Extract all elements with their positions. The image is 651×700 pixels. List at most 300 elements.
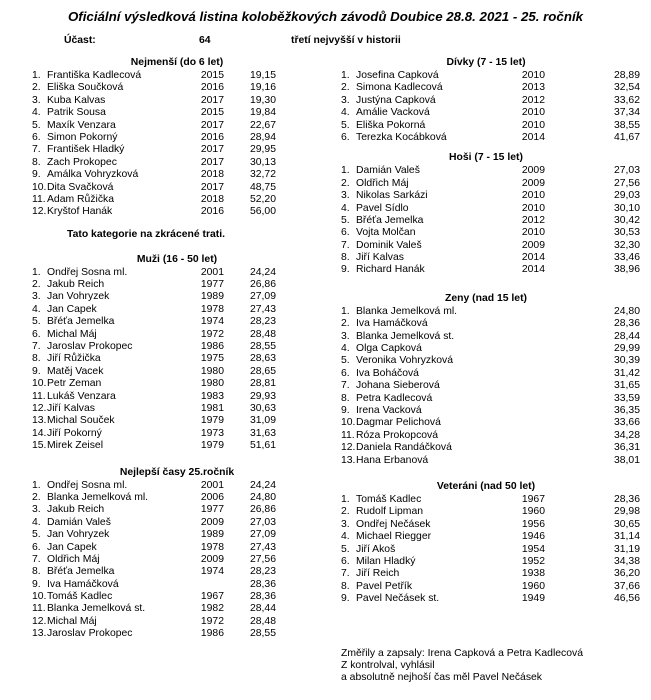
race-time: 28,36 <box>249 578 276 590</box>
competitor-name: Maxík Venzara <box>47 119 116 131</box>
left-column <box>32 55 322 641</box>
rank: 4. <box>32 303 41 315</box>
race-time: 30,42 <box>613 214 640 226</box>
race-time: 28,23 <box>249 316 276 328</box>
rank: 1. <box>341 493 350 505</box>
result-row <box>32 480 322 492</box>
birth-year: 2018 <box>200 169 224 181</box>
rank: 2. <box>32 82 41 94</box>
birth-year: 1974 <box>200 566 224 578</box>
race-time: 38,55 <box>613 119 640 131</box>
rank: 9. <box>341 264 350 276</box>
result-row <box>341 392 640 405</box>
race-time: 30,39 <box>613 355 640 367</box>
birth-year: 2015 <box>200 107 224 119</box>
race-time: 29,98 <box>613 506 640 518</box>
rank: 7. <box>341 380 350 392</box>
result-row <box>32 504 322 516</box>
section-right-2 <box>341 291 640 467</box>
race-time: 30,10 <box>613 202 640 214</box>
rank: 11. <box>32 603 46 615</box>
birth-year: 1979 <box>200 415 224 427</box>
rank: 13. <box>341 454 356 466</box>
birth-year: 1952 <box>521 555 545 567</box>
birth-year: 1978 <box>200 303 224 315</box>
result-row <box>341 165 640 177</box>
competitor-name: Františka Kadlecová <box>47 70 142 81</box>
competitor-name: Petr Zeman <box>47 378 102 390</box>
result-row <box>32 132 322 144</box>
rank: 2. <box>341 506 350 518</box>
footer-line: a absolutně nejhoší čas měl Pavel Nečásek <box>341 672 542 683</box>
result-row <box>32 591 322 603</box>
section-title: Hoši (7 - 15 let) <box>449 152 523 164</box>
result-row <box>32 182 322 194</box>
competitor-name: Jiří Růžička <box>47 353 101 365</box>
rank: 7. <box>341 239 350 251</box>
section-title: Zeny (nad 15 let) <box>445 292 527 304</box>
competitor-name: Veronika Vohryzková <box>356 355 454 367</box>
result-row <box>341 214 640 227</box>
birth-year: 2017 <box>200 144 224 156</box>
rank: 6. <box>341 227 350 239</box>
race-time: 32,30 <box>613 239 640 251</box>
birth-year: 2010 <box>521 119 545 131</box>
race-time: 51,61 <box>249 440 276 452</box>
result-row <box>32 341 322 353</box>
result-row <box>341 252 640 264</box>
race-time: 33,66 <box>613 417 640 429</box>
birth-year: 2010 <box>521 190 545 202</box>
right-column <box>341 55 640 605</box>
competitor-name: Dominik Valeš <box>356 239 422 251</box>
result-row <box>32 107 322 119</box>
rank: 2. <box>32 491 41 503</box>
result-row <box>32 554 322 566</box>
competitor-name: Richard Hanák <box>356 264 425 276</box>
result-row <box>32 403 322 415</box>
result-row <box>32 316 322 328</box>
result-row <box>341 177 640 190</box>
race-time: 19,15 <box>249 70 276 81</box>
birth-year: 1946 <box>521 531 545 543</box>
rank: 7. <box>32 341 41 353</box>
rank: 1. <box>341 165 350 177</box>
birth-year: 1980 <box>200 378 224 390</box>
competitor-name: Blanka Jemelková st. <box>356 330 455 342</box>
race-time: 29,93 <box>249 390 276 402</box>
result-row <box>341 580 640 593</box>
result-row <box>32 353 322 365</box>
birth-year: 1973 <box>200 427 224 439</box>
result-row <box>32 169 322 181</box>
race-time: 28,48 <box>249 615 276 627</box>
result-row <box>341 543 640 556</box>
rank: 8. <box>341 252 350 264</box>
footer-line: Změřily a zapsaly: Irena Capková a Petra Kadlecová <box>341 648 583 659</box>
result-row <box>32 82 322 94</box>
rank: 5. <box>341 214 350 226</box>
section-right-0 <box>341 55 640 144</box>
result-row <box>341 94 640 107</box>
race-time: 28,89 <box>613 70 640 81</box>
rank: 4. <box>32 516 41 528</box>
competitor-name: Patrik Sousa <box>47 107 106 119</box>
competitor-name: Róza Prokopcová <box>356 429 439 441</box>
result-row <box>32 616 322 628</box>
birth-year: 2018 <box>200 193 224 205</box>
birth-year: 2010 <box>521 107 545 119</box>
result-row <box>32 157 322 169</box>
rank: 1. <box>32 70 41 81</box>
race-time: 19,16 <box>249 82 276 94</box>
section-title: Muži (16 - 50 let) <box>136 253 218 265</box>
result-row <box>32 267 322 279</box>
result-row <box>32 542 322 554</box>
race-time: 33,62 <box>613 94 640 106</box>
race-time: 46,56 <box>613 593 640 605</box>
rank: 7. <box>32 144 41 156</box>
birth-year: 2017 <box>200 94 224 106</box>
rank: 12. <box>32 206 47 218</box>
competitor-name: Mirek Zeisel <box>47 440 104 452</box>
rank: 1. <box>341 305 350 317</box>
birth-year: 1949 <box>521 593 545 605</box>
rank: 10. <box>32 378 47 390</box>
race-time: 28,44 <box>249 603 276 615</box>
rank: 4. <box>341 343 350 355</box>
section-left-0 <box>32 55 322 242</box>
rank: 14. <box>32 427 47 439</box>
birth-year: 1974 <box>200 316 224 328</box>
result-row <box>32 304 322 316</box>
rank: 15. <box>32 440 47 452</box>
rank: 4. <box>341 202 350 214</box>
race-time: 56,00 <box>249 206 276 218</box>
result-row <box>32 566 322 578</box>
rank: 9. <box>32 365 41 377</box>
result-row <box>341 506 640 518</box>
competitor-name: Amálie Vacková <box>356 107 430 119</box>
result-row <box>341 264 640 276</box>
race-time: 34,38 <box>613 555 640 567</box>
competitor-name: Iva Hamáčková <box>356 318 428 330</box>
result-row <box>341 454 640 467</box>
rank: 6. <box>32 541 41 553</box>
birth-year: 2009 <box>200 553 224 565</box>
race-time: 28,55 <box>249 341 276 353</box>
competitor-name: Jiří Kalvas <box>356 252 404 264</box>
rank: 5. <box>32 119 41 131</box>
race-time: 28,36 <box>249 591 276 603</box>
competitor-name: Michal Souček <box>47 415 115 427</box>
birth-year: 1982 <box>200 603 224 615</box>
race-time: 33,59 <box>613 392 640 404</box>
competitor-name: Michael Riegger <box>356 531 432 543</box>
race-time: 22,67 <box>249 119 276 131</box>
competitor-name: Jaroslav Prokopec <box>47 341 133 353</box>
result-row <box>341 442 640 454</box>
result-row <box>341 518 640 531</box>
rank: 13. <box>32 628 47 640</box>
race-time: 27,56 <box>249 553 276 565</box>
competitor-name: Břéťa Jemelka <box>47 566 115 578</box>
result-row <box>32 291 322 303</box>
rank: 9. <box>341 593 350 605</box>
competitor-name: Simona Kadlecová <box>356 82 443 94</box>
rank: 12. <box>32 402 47 414</box>
birth-year: 2015 <box>200 70 224 81</box>
rank: 4. <box>341 107 350 119</box>
competitor-name: Jan Capek <box>47 541 97 553</box>
rank: 5. <box>32 316 41 328</box>
birth-year: 2014 <box>521 264 545 276</box>
result-row <box>341 239 640 252</box>
result-row <box>32 603 322 615</box>
result-row <box>341 417 640 429</box>
competitor-name: Olga Capková <box>356 343 422 355</box>
birth-year: 2014 <box>521 252 545 264</box>
rank: 5. <box>32 529 41 541</box>
race-time: 28,55 <box>249 628 276 640</box>
competitor-name: Matěj Vacek <box>47 365 104 377</box>
competitor-name: Iva Boháčová <box>356 367 419 379</box>
rank: 2. <box>341 177 350 189</box>
result-row <box>341 531 640 543</box>
competitor-name: Iva Hamáčková <box>47 578 119 590</box>
competitor-name: Ondřej Sosna ml. <box>47 479 128 491</box>
competitor-name: Ondřej Sosna ml. <box>47 266 128 278</box>
competitor-name: Břéťa Jemelka <box>356 214 424 226</box>
competitor-name: Blanka Jemelková ml. <box>356 305 458 317</box>
rank: 3. <box>32 291 41 303</box>
birth-year: 2017 <box>200 181 224 193</box>
race-time: 27,03 <box>613 165 640 177</box>
birth-year: 1956 <box>521 518 545 530</box>
competitor-name: Blanka Jemelková st. <box>47 603 146 615</box>
competitor-name: Michal Máj <box>47 615 97 627</box>
result-row <box>341 227 640 239</box>
result-row <box>341 343 640 355</box>
result-row <box>341 202 640 215</box>
race-time: 26,86 <box>249 279 276 291</box>
participants-label: Účast: <box>64 35 96 46</box>
rank: 8. <box>32 566 41 578</box>
rank: 10. <box>341 417 356 429</box>
competitor-name: Dita Svačková <box>47 181 114 193</box>
competitor-name: Blanka Jemelková ml. <box>47 491 149 503</box>
competitor-name: Jan Vohryzek <box>47 529 110 541</box>
birth-year: 2009 <box>521 177 545 189</box>
rank: 8. <box>32 353 41 365</box>
birth-year: 1967 <box>200 591 224 603</box>
competitor-name: Damián Valeš <box>356 165 420 177</box>
race-time: 32,54 <box>613 82 640 94</box>
race-time: 28,36 <box>613 318 640 330</box>
race-time: 19,30 <box>249 94 276 106</box>
race-time: 30,65 <box>613 518 640 530</box>
race-time: 36,20 <box>613 568 640 580</box>
competitor-name: Jiří Akoš <box>356 543 396 555</box>
result-row <box>32 366 322 378</box>
result-row <box>341 404 640 417</box>
section-title: Nejmenší (do 6 let) <box>130 57 224 68</box>
race-time: 34,28 <box>613 429 640 441</box>
rank: 8. <box>32 156 41 168</box>
race-time: 37,34 <box>613 107 640 119</box>
birth-year: 1972 <box>200 328 224 340</box>
result-row <box>341 131 640 144</box>
rank: 5. <box>341 543 350 555</box>
birth-year: 2017 <box>200 156 224 168</box>
birth-year: 2006 <box>200 491 224 503</box>
race-time: 27,43 <box>249 541 276 553</box>
rank: 10. <box>32 181 47 193</box>
rank: 12. <box>341 442 356 454</box>
result-row <box>341 555 640 568</box>
birth-year: 2012 <box>521 214 545 226</box>
result-row <box>341 82 640 94</box>
result-row <box>32 329 322 341</box>
result-row <box>341 119 640 132</box>
rank: 5. <box>341 355 350 367</box>
rank: 3. <box>341 518 350 530</box>
race-time: 28,36 <box>613 493 640 505</box>
footer-line: Z kontrolval, vyhlásil <box>341 660 435 671</box>
competitor-name: Nikolas Sarkázi <box>356 190 428 202</box>
result-row <box>32 279 322 291</box>
result-row <box>341 305 640 318</box>
competitor-name: Tomáš Kadlec <box>356 493 422 505</box>
birth-year: 2016 <box>200 82 224 94</box>
race-time: 30,53 <box>613 227 640 239</box>
birth-year: 1986 <box>200 628 224 640</box>
rank: 8. <box>341 392 350 404</box>
race-time: 28,81 <box>249 378 276 390</box>
birth-year: 2009 <box>521 239 545 251</box>
race-time: 24,24 <box>249 479 276 491</box>
result-row <box>32 95 322 107</box>
birth-year: 2012 <box>521 94 545 106</box>
competitor-name: Amálka Vohryzková <box>47 169 139 181</box>
result-row <box>32 144 322 156</box>
result-row <box>341 367 640 380</box>
rank: 3. <box>341 94 350 106</box>
rank: 1. <box>32 266 41 278</box>
competitor-name: Břéťa Jemelka <box>47 316 115 328</box>
rank: 6. <box>341 367 350 379</box>
competitor-name: Ondřej Nečásek <box>356 518 431 530</box>
competitor-name: Jiří Pokorný <box>47 427 102 439</box>
race-time: 37,66 <box>613 580 640 592</box>
rank: 6. <box>341 131 350 143</box>
race-time: 36,31 <box>613 442 640 454</box>
birth-year: 1975 <box>200 353 224 365</box>
rank: 6. <box>32 131 41 143</box>
race-time: 31,09 <box>249 415 276 427</box>
birth-year: 1989 <box>200 529 224 541</box>
race-time: 38,01 <box>613 454 640 466</box>
participants-note: třetí nejvyšší v historii <box>291 35 401 46</box>
competitor-name: Pavel Nečásek st. <box>356 593 440 605</box>
page-title: Oficiální výsledková listina koloběžkových závodů Doubice 28.8. 2021 - 25. ročník <box>67 9 584 24</box>
race-time: 27,03 <box>249 516 276 528</box>
competitor-name: Milan Hladký <box>356 555 416 567</box>
competitor-name: Petra Kadlecová <box>356 392 433 404</box>
competitor-name: Jaroslav Prokopec <box>47 628 133 640</box>
result-row <box>32 378 322 390</box>
race-time: 29,99 <box>613 343 640 355</box>
result-row <box>32 194 322 206</box>
result-row <box>32 440 322 452</box>
result-row <box>32 529 322 541</box>
birth-year: 1967 <box>521 493 545 505</box>
race-time: 32,72 <box>249 169 276 181</box>
result-row <box>341 429 640 442</box>
race-time: 29,03 <box>613 190 640 202</box>
race-time: 33,46 <box>613 252 640 264</box>
competitor-name: Josefina Capková <box>356 70 439 81</box>
rank: 11. <box>32 390 46 402</box>
rank: 9. <box>32 169 41 181</box>
birth-year: 2010 <box>521 70 545 81</box>
result-row <box>341 355 640 367</box>
race-time: 27,09 <box>249 291 276 303</box>
rank: 9. <box>32 578 41 590</box>
competitor-name: Eliška Pokorná <box>356 119 426 131</box>
result-row <box>341 330 640 343</box>
result-row <box>341 593 640 605</box>
result-row <box>32 206 322 218</box>
birth-year: 2010 <box>521 227 545 239</box>
race-time: 31,19 <box>613 543 640 555</box>
rank: 9. <box>341 404 350 416</box>
birth-year: 1972 <box>200 615 224 627</box>
competitor-name: Kryštof Hanák <box>47 206 113 218</box>
footer <box>341 648 641 684</box>
competitor-name: Eliška Součková <box>47 82 124 94</box>
race-time: 52,20 <box>249 193 276 205</box>
competitor-name: Oldřich Máj <box>356 177 409 189</box>
birth-year: 1989 <box>200 291 224 303</box>
competitor-name: Jiří Kalvas <box>47 402 95 414</box>
section-title: Nejlepší časy 25.ročník <box>119 466 235 478</box>
birth-year: 1978 <box>200 541 224 553</box>
competitor-name: Simon Pokorný <box>47 131 118 143</box>
race-time: 36,35 <box>613 404 640 416</box>
birth-year: 2001 <box>200 266 224 278</box>
result-row <box>32 517 322 529</box>
competitor-name: Damián Valeš <box>47 516 111 528</box>
birth-year: 1979 <box>200 440 224 452</box>
result-row <box>32 70 322 82</box>
race-time: 24,80 <box>613 305 640 317</box>
rank: 13. <box>32 415 47 427</box>
birth-year: 1954 <box>521 543 545 555</box>
competitor-name: Jan Vohryzek <box>47 291 110 303</box>
birth-year: 1960 <box>521 506 545 518</box>
race-time: 29,95 <box>249 144 276 156</box>
result-row <box>341 318 640 330</box>
birth-year: 1977 <box>200 279 224 291</box>
result-row <box>32 579 322 591</box>
result-row <box>32 120 322 132</box>
competitor-name: Kuba Kalvas <box>47 94 106 106</box>
competitor-name: Zach Prokopec <box>47 156 117 168</box>
rank: 1. <box>32 479 41 491</box>
section-right-1 <box>341 150 640 277</box>
participants-count: 64 <box>199 35 211 46</box>
